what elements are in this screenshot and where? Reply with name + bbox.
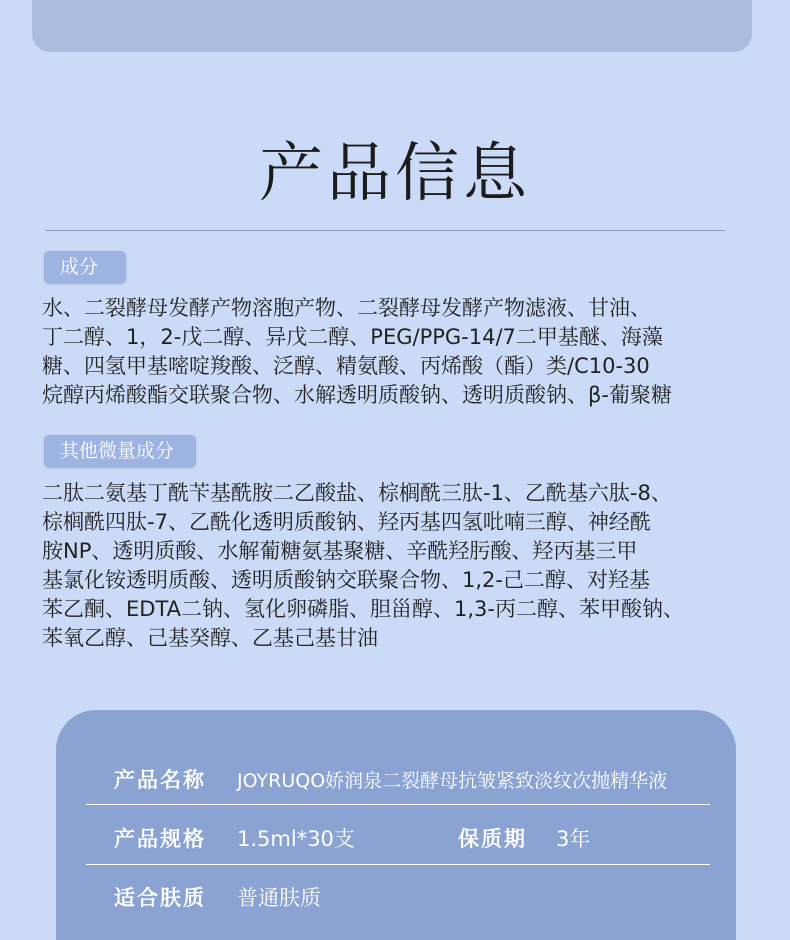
ingredients-badge: 成分: [44, 251, 126, 283]
skin-type-row: [114, 882, 714, 910]
micro-ingredients-text: 二肽二氨基丁酰苄基酰胺二乙酸盐、棕榈酰三肽-1、乙酰基六肽-8、 棕榈酰四肽-7、乙酰化透明质酸钠、羟丙基四氢吡喃三醇、神经酰 胺NP、透明质酸、水解葡糖氨基聚糖、辛酰羟肟酸、羟丙基三甲 基氯化铵透明质酸、透明质酸钠交联聚合物、1,2-己二醇、对羟基 苯乙酮、EDTA二钠、氢化卵磷脂、胆甾醇、1,3-丙二醇、苯甲酸钠、 苯氧乙醇、己基癸醇、乙基己基甘油: [42, 481, 684, 650]
product-info-card: [56, 710, 736, 940]
skin-type-value: 普通肤质: [237, 886, 321, 910]
product-spec-value: 1.5ml*30支: [237, 827, 355, 851]
top-decorative-panel: [32, 0, 752, 52]
title-divider: [45, 230, 725, 231]
shelf-life-value: 3年: [556, 827, 591, 851]
row-divider: [86, 864, 710, 865]
product-name-value: JOYRUQO娇润泉二裂酵母抗皱紧致淡纹次抛精华液: [237, 770, 668, 792]
page-title: 产品信息: [259, 137, 531, 211]
product-name-row: [114, 764, 714, 792]
ingredients-text: 水、二裂酵母发酵产物溶胞产物、二裂酵母发酵产物滤液、甘油、 丁二醇、1，2-戊二醇、异戊二醇、PEG/PPG-14/7二甲基醚、海藻 糖、四氢甲基嘧啶羧酸、泛醇、精氨酸、丙烯酸（酯）类/C10-30 烷醇丙烯酸酯交联聚合物、水解透明质酸钠、透明质酸钠、β-葡聚糖: [42, 296, 672, 407]
shelf-life-label: 保质期: [458, 827, 527, 851]
product-spec-label: 产品规格: [114, 827, 206, 851]
skin-type-label: 适合肤质: [114, 886, 206, 910]
product-spec-row: [114, 823, 714, 851]
micro-ingredients-badge: 其他微量成分: [44, 435, 196, 467]
row-divider: [86, 804, 710, 805]
product-name-label: 产品名称: [114, 768, 206, 792]
